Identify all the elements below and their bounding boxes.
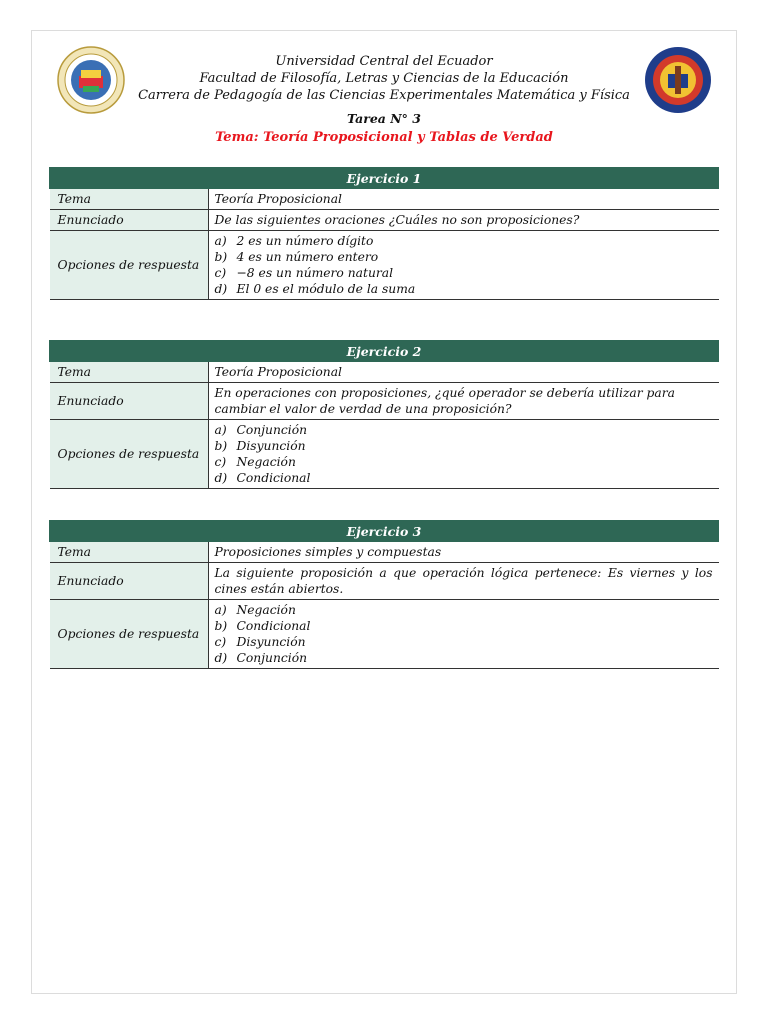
exercise-table-2 bbox=[49, 340, 719, 489]
document-header bbox=[110, 53, 658, 147]
option-item: b) 4 es un número entero bbox=[214, 250, 379, 264]
label-enunciado: Enunciado bbox=[50, 210, 209, 231]
assignment-title: Tarea N° 3 bbox=[347, 111, 421, 126]
option-item: b) Disyunción bbox=[214, 439, 306, 453]
label-opciones: Opciones de respuesta bbox=[50, 231, 209, 300]
assignment-topic: Tema: Teoría Proposicional y Tablas de Verdad bbox=[215, 130, 553, 145]
label-tema: Tema bbox=[50, 542, 209, 563]
option-item: d) Conjunción bbox=[214, 651, 308, 665]
exercise-enunciado: De las siguientes oraciones ¿Cuáles no son proposiciones? bbox=[208, 210, 719, 231]
exercise-table-3 bbox=[49, 520, 719, 669]
label-tema: Tema bbox=[50, 189, 209, 210]
exercise-enunciado: La siguiente proposición a que operación lógica pertenece: Es viernes y los cines están abiertos. bbox=[208, 563, 719, 600]
option-item: a) Conjunción bbox=[214, 423, 308, 437]
exercise-title: Ejercicio 3 bbox=[50, 521, 719, 542]
option-item: a) 2 es un número dígito bbox=[214, 234, 374, 248]
exercise-options bbox=[208, 231, 719, 300]
label-tema: Tema bbox=[50, 362, 209, 383]
exercise-options bbox=[208, 600, 719, 669]
option-item: c) Negación bbox=[214, 455, 296, 469]
exercise-tema: Teoría Proposicional bbox=[208, 189, 719, 210]
option-item: c) Disyunción bbox=[214, 635, 306, 649]
exercise-tema: Proposiciones simples y compuestas bbox=[208, 542, 719, 563]
exercise-tema: Teoría Proposicional bbox=[208, 362, 719, 383]
option-item: c) −8 es un número natural bbox=[214, 266, 394, 280]
option-item: d) El 0 es el módulo de la suma bbox=[214, 282, 416, 296]
exercise-options bbox=[208, 420, 719, 489]
label-enunciado: Enunciado bbox=[50, 563, 209, 600]
option-item: b) Condicional bbox=[214, 619, 311, 633]
exercise-title: Ejercicio 2 bbox=[50, 341, 719, 362]
university-name: Universidad Central del Ecuador bbox=[275, 54, 493, 69]
career-name: Carrera de Pedagogía de las Ciencias Experimentales Matemática y Física bbox=[138, 88, 630, 103]
label-opciones: Opciones de respuesta bbox=[50, 600, 209, 669]
label-opciones: Opciones de respuesta bbox=[50, 420, 209, 489]
exercise-table-1 bbox=[49, 167, 719, 300]
exercise-title: Ejercicio 1 bbox=[50, 168, 719, 189]
option-item: a) Negación bbox=[214, 603, 296, 617]
option-item: d) Condicional bbox=[214, 471, 311, 485]
faculty-name: Facultad de Filosofía, Letras y Ciencias de la Educación bbox=[199, 71, 569, 86]
label-enunciado: Enunciado bbox=[50, 383, 209, 420]
exercise-enunciado: En operaciones con proposiciones, ¿qué operador se debería utilizar para cambiar el valor de verdad de una proposición? bbox=[208, 383, 719, 420]
